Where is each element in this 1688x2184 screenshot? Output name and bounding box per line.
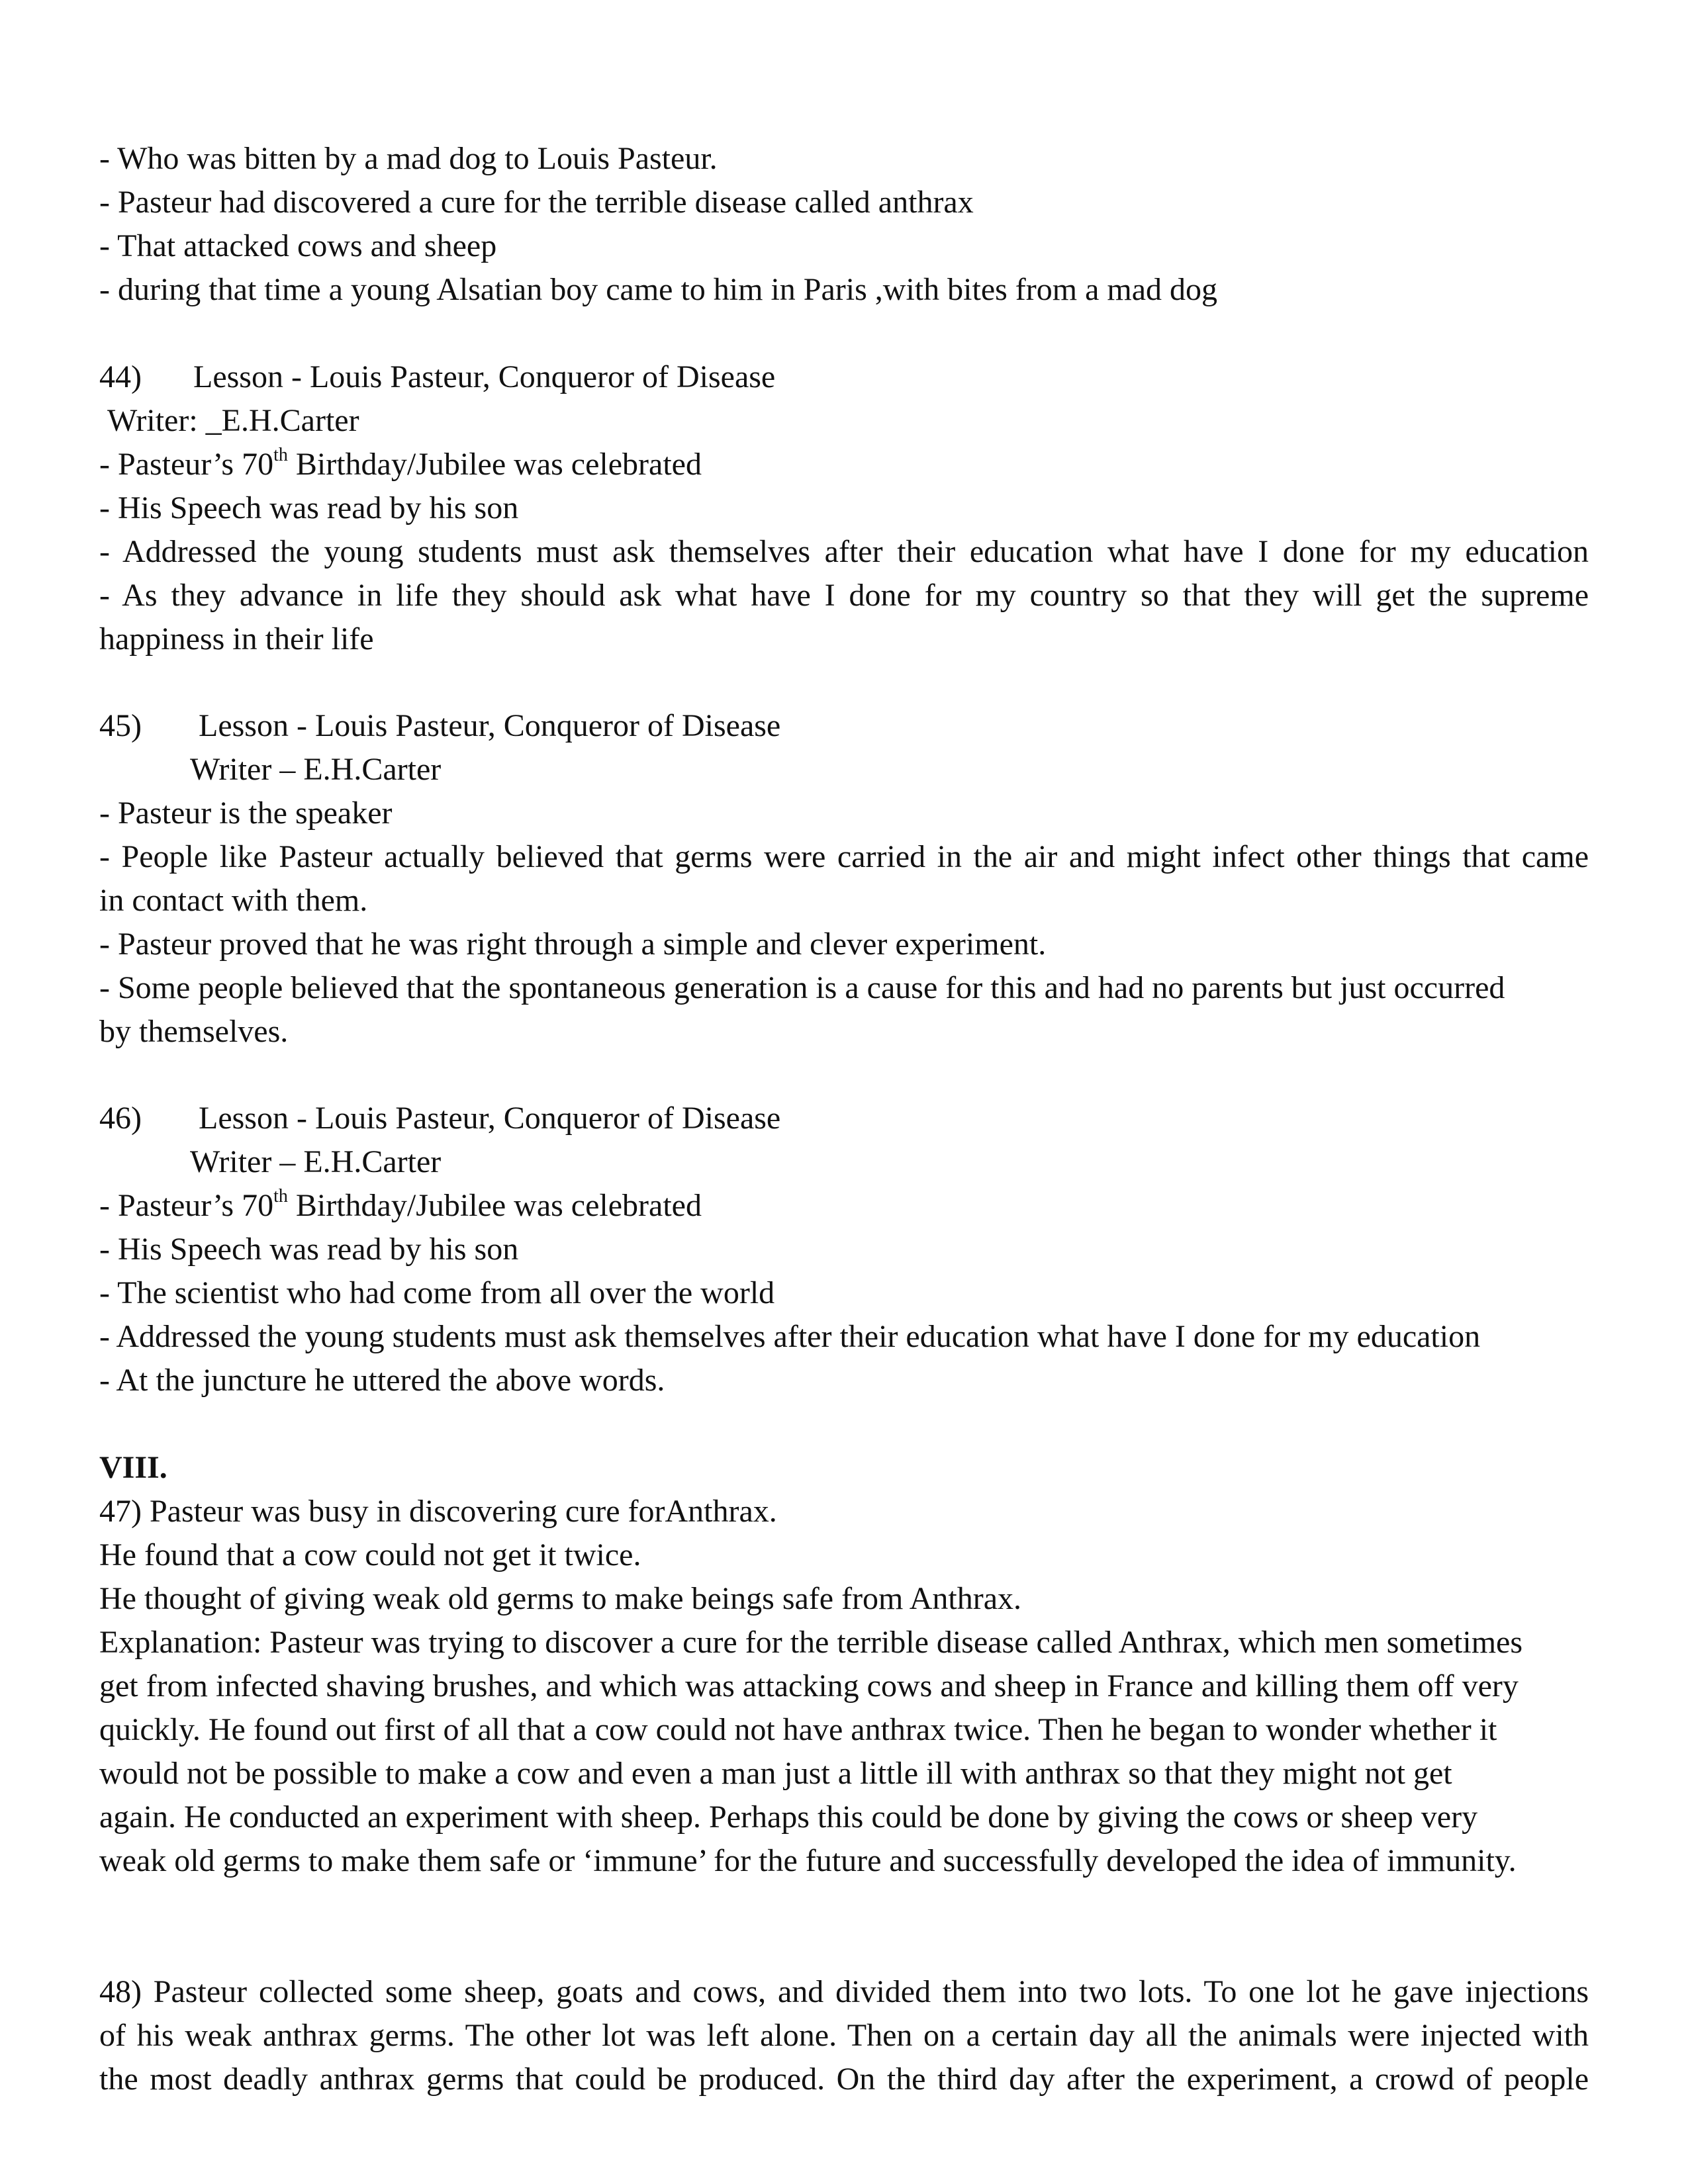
q44-advance: - As they advance in life they should ask what have I done for my country so that they will get the supreme [99,578,1589,613]
q45-proved: - Pasteur proved that he was right through a simple and clever experiment. [99,927,1047,962]
q47-line: He found that a cow could not get it twice. [99,1537,641,1572]
q44-number: 44) [99,359,142,394]
q46-scientist: - The scientist who had come from all over the world [99,1275,775,1310]
q45-spontaneous: - Some people believed that the spontaneous generation is a cause for this and had no parents but just occurred [99,970,1505,1005]
q45-number: 45) [99,708,142,743]
q47-explanation-line: get from infected shaving brushes, and which was attacking cows and sheep in France and killing them off very [99,1668,1519,1704]
q44-birthday-sup: th [273,445,288,465]
q44-advance-cont: happiness in their life [99,621,374,657]
q44-speech: - His Speech was read by his son [99,490,519,525]
q44-writer: Writer: _E.H.Carter [107,403,359,438]
q47-explanation-line: would not be possible to make a cow and even a man just a little ill with anthrax so that they might not get [99,1756,1452,1791]
q46-juncture: - At the juncture he uttered the above words. [99,1363,665,1398]
q44-lesson: Lesson - Louis Pasteur, Conqueror of Disease [193,359,776,394]
intro-line: - Who was bitten by a mad dog to Louis Pasteur. [99,141,718,176]
q46-lesson: Lesson - Louis Pasteur, Conqueror of Disease [199,1101,781,1136]
q46-birthday-text: - Pasteur’s 70 [99,1188,274,1223]
q45-lesson: Lesson - Louis Pasteur, Conqueror of Disease [199,708,781,743]
intro-line: - Pasteur had discovered a cure for the terrible disease called anthrax [99,185,974,220]
q46-birthday [99,1186,702,1226]
q47-line: 47) Pasteur was busy in discovering cure forAnthrax. [99,1494,777,1529]
q45-spontaneous-cont: by themselves. [99,1014,289,1049]
q45-speaker: - Pasteur is the speaker [99,796,393,831]
q47-explanation-line: weak old germs to make them safe or ‘immune’ for the future and successfully developed the idea of immunity. [99,1843,1517,1878]
q45-heading [99,706,780,746]
q47-explanation-line: quickly. He found out first of all that a cow could not have anthrax twice. Then he began to wonder whether it [99,1712,1497,1747]
q46-birthday-sup: th [273,1186,288,1206]
q48-line: 48) Pasteur collected some sheep, goats and cows, and divided them into two lots. To one lot he gave injections [99,1974,1589,2009]
q47-line: He thought of giving weak old germs to make beings safe from Anthrax. [99,1581,1022,1616]
q46-speech: - His Speech was read by his son [99,1232,519,1267]
section-heading: VIII. [99,1450,167,1485]
q46-birthday-rest: Birthday/Jubilee was celebrated [287,1188,702,1223]
q44-birthday [99,445,702,484]
q44-birthday-rest: Birthday/Jubilee was celebrated [287,447,702,482]
q46-heading [99,1099,780,1138]
q46-writer: Writer – E.H.Carter [190,1144,442,1179]
q46-number: 46) [99,1101,142,1136]
q47-explanation-line: again. He conducted an experiment with sheep. Perhaps this could be done by giving the cows or sheep very [99,1799,1478,1835]
q44-birthday-text: - Pasteur’s 70 [99,447,274,482]
q48-line: the most deadly anthrax germs that could be produced. On the third day after the experiment, a crowd of people [99,2062,1589,2097]
q45-germs-cont: in contact with them. [99,883,368,918]
q44-heading [99,357,775,397]
intro-line: - That attacked cows and sheep [99,228,497,263]
q48-line: of his weak anthrax germs. The other lot was left alone. Then on a certain day all the animals were injected with [99,2018,1589,2053]
q45-germs: - People like Pasteur actually believed that germs were carried in the air and might infect other things that came [99,839,1589,874]
q46-addressed: - Addressed the young students must ask themselves after their education what have I done for my education [99,1319,1481,1354]
q47-explanation-line: Explanation: Pasteur was trying to discover a cure for the terrible disease called Anthrax, which men sometimes [99,1625,1523,1660]
q44-addressed: - Addressed the young students must ask themselves after their education what have I done for my education [99,534,1589,569]
q45-writer: Writer – E.H.Carter [190,752,442,787]
intro-line: - during that time a young Alsatian boy came to him in Paris ,with bites from a mad dog [99,272,1218,307]
